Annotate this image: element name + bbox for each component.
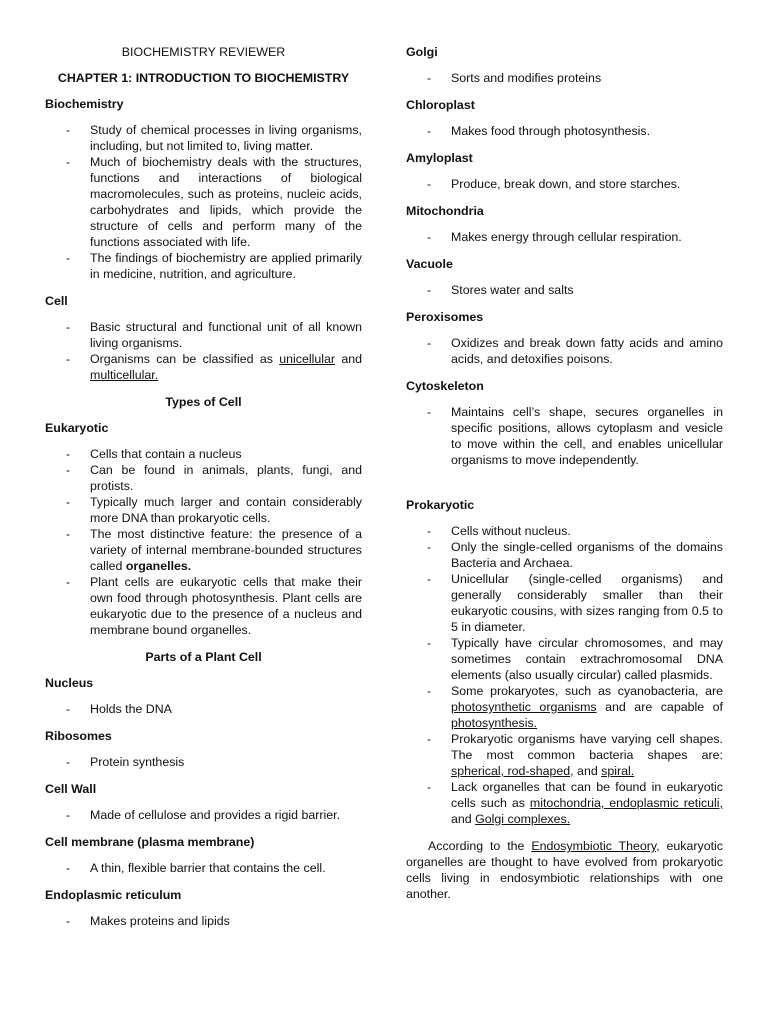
biochemistry-list [45,122,362,282]
list-item-text: Makes energy through cellular respiration. [451,230,682,244]
section-cell [45,293,362,383]
paragraph-text: According to the [428,839,532,853]
underlined-term: Golgi complexes. [475,812,571,826]
list-item-text: Produce, break down, and store starches. [451,177,681,191]
list-item [45,250,362,282]
heading-eukaryotic: Eukaryotic [45,421,109,435]
heading-chloroplast: Chloroplast [406,98,475,112]
list-item [406,70,723,86]
dash-bullet: - [427,405,432,419]
heading-vacuole: Vacuole [406,257,453,271]
section-nucleus [45,675,362,717]
list-item-text: Maintains cell’s shape, secures organelles in specific positions, allows cytoplasm and vesicle to move within the cell, and enables unicellular organisms to move independently. [451,405,723,467]
section-cell-wall [45,781,362,823]
dash-bullet: - [427,636,432,650]
dash-bullet: - [66,463,71,477]
list-item-text: Makes proteins and lipids [90,914,230,928]
section-golgi [406,44,723,86]
list-item [45,913,362,929]
dash-bullet: - [427,540,432,554]
heading-cytoskeleton: Cytoskeleton [406,379,484,393]
vacuole-list [406,282,723,298]
list-item [45,807,362,823]
heading-golgi: Golgi [406,45,438,59]
chapter-title: CHAPTER 1: INTRODUCTION TO BIOCHEMISTRY [57,71,350,85]
eukaryotic-list [45,446,362,638]
list-item [406,229,723,245]
heading-endoplasmic-reticulum: Endoplasmic reticulum [45,888,182,902]
list-item [45,122,362,154]
underlined-term: spherical, rod-shaped, [451,764,574,778]
list-item-text: Protein synthesis [90,755,185,769]
peroxisomes-list [406,335,723,367]
list-item-text: A thin, flexible barrier that contains the cell. [90,861,326,875]
list-item [45,494,362,526]
paragraph-text: eukaryotic organelles are thought to have evolved from prokaryotic cells living in endosymbiotic relationships with one another. [406,839,723,901]
list-item-text: Made of cellulose and provides a rigid barrier. [90,808,341,822]
list-item-text: Unicellular (single-celled organisms) and generally considerably smaller than their eukaryotic cousins, with sizes ranging from 0.5 to 5 in diameter. [451,572,723,634]
section-biochemistry [45,96,362,282]
dash-bullet: - [66,914,71,928]
underlined-term: unicellular [279,352,336,366]
heading-ribosomes: Ribosomes [45,729,112,743]
list-item [45,574,362,638]
underlined-term: mitochondria, endoplasmic reticuli, [529,796,724,810]
section-peroxisomes [406,309,723,367]
heading-prokaryotic: Prokaryotic [406,498,475,512]
heading-amyloplast: Amyloplast [406,151,473,165]
dash-bullet: - [66,808,71,822]
section-cell-membrane [45,834,362,876]
section-endoplasmic-reticulum [45,887,362,929]
list-item-text: Makes food through photosynthesis. [451,124,651,138]
list-item [406,404,723,468]
list-item-text: Oxidizes and break down fatty acids and amino acids, and detoxifies poisons. [451,336,723,366]
list-item-text: Can be found in animals, plants, fungi, and protists. [90,463,362,493]
right-column [406,44,723,902]
dash-bullet: - [66,320,71,334]
list-item [45,154,362,250]
list-item [45,462,362,494]
endoplasmic-reticulum-list [45,913,362,929]
dash-bullet: - [427,124,432,138]
list-item-text: and [573,764,602,778]
dash-bullet: - [427,780,432,794]
dash-bullet: - [427,684,432,698]
list-item [45,446,362,462]
section-ribosomes [45,728,362,770]
dash-bullet: - [427,732,432,746]
heading-cell: Cell [45,294,68,308]
dash-bullet: - [66,575,71,589]
list-item-text: Cells without nucleus. [451,524,571,538]
list-item-text: Holds the DNA [90,702,172,716]
list-item [406,731,723,779]
list-item-text: Sorts and modifies proteins [451,71,602,85]
dash-bullet: - [66,755,71,769]
section-cytoskeleton [406,378,723,468]
dash-bullet: - [66,251,71,265]
underlined-term: photosynthesis. [451,716,538,730]
endosymbiotic-paragraph [406,838,723,902]
list-item-text: and [335,352,362,366]
dash-bullet: - [66,123,71,137]
heading-biochemistry: Biochemistry [45,97,124,111]
cytoskeleton-list [406,404,723,468]
dash-bullet: - [427,524,432,538]
dash-bullet: - [427,336,432,350]
underlined-term: Endosymbiotic Theory, [531,839,660,853]
cell-membrane-list [45,860,362,876]
dash-bullet: - [66,702,71,716]
parts-of-plant-cell-heading: Parts of a Plant Cell [145,650,262,664]
list-item-text: Basic structural and functional unit of all known living organisms. [90,320,362,350]
dash-bullet: - [427,283,432,297]
cell-wall-list [45,807,362,823]
dash-bullet: - [427,230,432,244]
section-vacuole [406,256,723,298]
dash-bullet: - [427,177,432,191]
dash-bullet: - [427,572,432,586]
list-item-text: Typically much larger and contain considerably more DNA than prokaryotic cells. [90,495,362,525]
mitochondria-list [406,229,723,245]
golgi-list [406,70,723,86]
dash-bullet: - [66,447,71,461]
list-item-text: The findings of biochemistry are applied primarily in medicine, nutrition, and agriculture. [90,251,362,281]
list-item-text: Prokaryotic organisms have varying cell shapes. The most common bacteria shapes are: [451,732,723,762]
list-item [406,635,723,683]
section-prokaryotic [406,497,723,827]
list-item-text: and [451,812,476,826]
dash-bullet: - [66,352,71,366]
dash-bullet: - [66,155,71,169]
underlined-term: photosynthetic organisms [451,700,597,714]
heading-peroxisomes: Peroxisomes [406,310,484,324]
heading-cell-membrane: Cell membrane (plasma membrane) [45,835,255,849]
bold-term: organelles. [125,559,192,573]
prokaryotic-list [406,523,723,827]
list-item [45,754,362,770]
left-column [45,44,362,940]
list-item-text: Only the single-celled organisms of the domains Bacteria and Archaea. [451,540,723,570]
list-item [45,319,362,351]
dash-bullet: - [66,527,71,541]
list-item [406,176,723,192]
dash-bullet: - [427,71,432,85]
underlined-term: multicellular. [90,368,159,382]
section-mitochondria [406,203,723,245]
list-item-text: Stores water and salts [451,283,574,297]
cell-list [45,319,362,383]
list-item [45,351,362,383]
list-item [406,779,723,827]
list-item [406,523,723,539]
list-item [406,335,723,367]
underlined-term: spiral. [601,764,635,778]
list-item-text: Some prokaryotes, such as cyanobacteria, are [451,684,723,698]
types-of-cell-heading: Types of Cell [165,395,242,409]
list-item [406,571,723,635]
section-chloroplast [406,97,723,139]
dash-bullet: - [66,861,71,875]
heading-mitochondria: Mitochondria [406,204,484,218]
list-item-text: and are capable of [596,700,723,714]
list-item-text: Lack organelles that can be found in eukaryotic cells such as [451,780,723,810]
list-item-text: Study of chemical processes in living organisms, including, but not limited to, living matter. [90,123,362,153]
list-item [406,683,723,731]
list-item [406,282,723,298]
list-item [45,526,362,574]
section-amyloplast [406,150,723,192]
list-item-text: The most distinctive feature: the presence of a variety of internal membrane-bounded structures called [90,527,362,573]
section-spacer [406,479,723,497]
list-item [45,860,362,876]
list-item-text: Typically have circular chromosomes, and may sometimes contain extrachromosomal DNA elements (also usually circular) called plasmids. [451,636,723,682]
list-item [45,701,362,717]
document-title: BIOCHEMISTRY REVIEWER [121,45,286,59]
list-item-text: Organisms can be classified as [90,352,280,366]
list-item-text: Cells that contain a nucleus [90,447,242,461]
list-item [406,539,723,571]
ribosomes-list [45,754,362,770]
section-eukaryotic [45,420,362,638]
nucleus-list [45,701,362,717]
chloroplast-list [406,123,723,139]
list-item [406,123,723,139]
list-item-text: Plant cells are eukaryotic cells that make their own food through photosynthesis. Plant cells are eukaryotic due to the presence of a nucleus and membrane bound organelles. [90,575,362,637]
heading-nucleus: Nucleus [45,676,94,690]
dash-bullet: - [66,495,71,509]
list-item-text: Much of biochemistry deals with the structures, functions and interactions of biological macromolecules, such as proteins, nucleic acids, carbohydrates and lipids, which provide the structure of cells and perform many of the functions associated with life. [90,155,362,249]
amyloplast-list [406,176,723,192]
heading-cell-wall: Cell Wall [45,782,97,796]
